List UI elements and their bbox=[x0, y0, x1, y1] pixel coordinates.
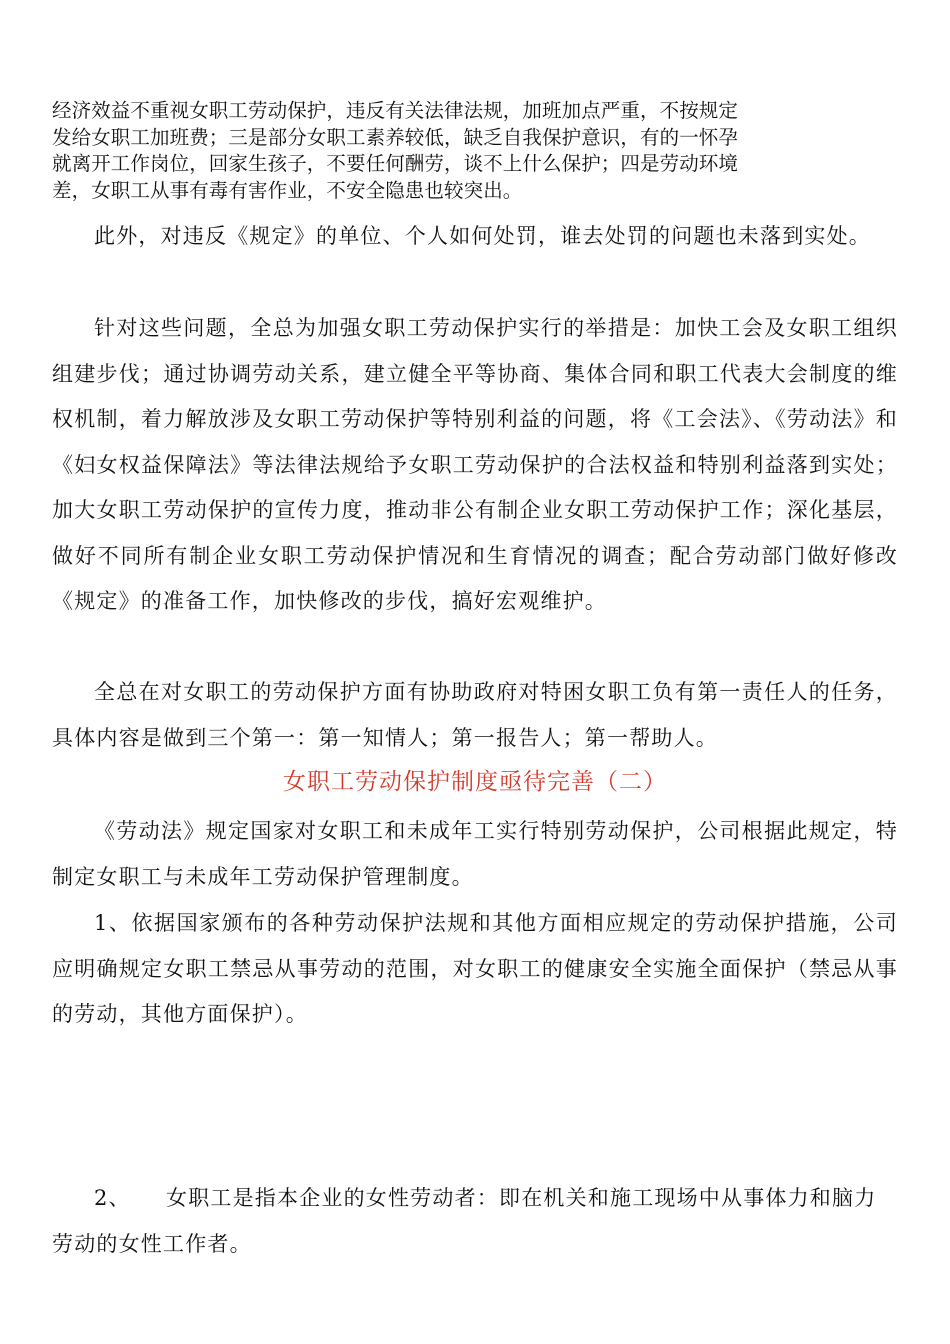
paragraph-measures: 针对这些问题，全总为加强女职工劳动保护实行的举措是：加快工会及女职工组织组建步伐；通过协调劳动关系，建立健全平等协商、集体合同和职工代表大会制度的维权机制，着力解放涉及女职工劳动保护等特别利益的问题，将《工会法》、《劳动法》和《妇女权益保障法》等法律法规给予女职工劳动保护的合法权益和特别利益落到实处；加大女职工劳动保护的宣传力度，推动非公有制企业女职工劳动保护工作；深化基层，做好不同所有制企业女职工劳动保护情况和生育情况的调查；配合劳动部门做好修改《规定》的准备工作，加快修改的步伐，搞好宏观维护。 bbox=[52, 316, 898, 613]
text-line: 就离开工作岗位，回家生孩子，不要任何酬劳，谈不上什么保护；四是劳动环境 bbox=[52, 152, 739, 175]
paragraph-labor-law: 《劳动法》规定国家对女职工和未成年工实行特别劳动保护，公司根据此规定，特制定女职工与未成年工劳动保护管理制度。 bbox=[52, 819, 898, 889]
item-text: 女职工是指本企业的女性劳动者：即在机关和施工现场中从事体力和脑力劳动的女性工作者。 bbox=[52, 1186, 877, 1256]
section-heading: 女职工劳动保护制度亟待完善（二） bbox=[283, 769, 667, 795]
paragraph-item-2 bbox=[52, 1176, 898, 1267]
text-line: 差，女职工从事有毒有害作业，不安全隐患也较突出。 bbox=[52, 178, 523, 202]
text-line: 发给女职工加班费；三是部分女职工素养较低，缺乏自我保护意识，有的一怀孕 bbox=[52, 125, 739, 149]
paragraph-penalty: 此外，对违反《规定》的单位、个人如何处罚，谁去处罚的问题也未落到实处。 bbox=[94, 224, 871, 248]
text-line: 经济效益不重视女职工劳动保护，违反有关法律法规，加班加点严重，不按规定 bbox=[52, 99, 739, 122]
paragraph-item-1: 1、依据国家颁布的各种劳动保护法规和其他方面相应规定的劳动保护措施，公司应明确规定女职工禁忌从事劳动的范围，对女职工的健康安全实施全面保护（禁忌从事的劳动，其他方面保护）。 bbox=[52, 911, 898, 1026]
paragraph-responsibility: 全总在对女职工的劳动保护方面有协助政府对特困女职工负有第一责任人的任务，具体内容是做到三个第一：第一知情人；第一报告人；第一帮助人。 bbox=[52, 680, 898, 750]
item-number: 2、 bbox=[94, 1186, 131, 1210]
dense-paragraph bbox=[52, 98, 852, 204]
